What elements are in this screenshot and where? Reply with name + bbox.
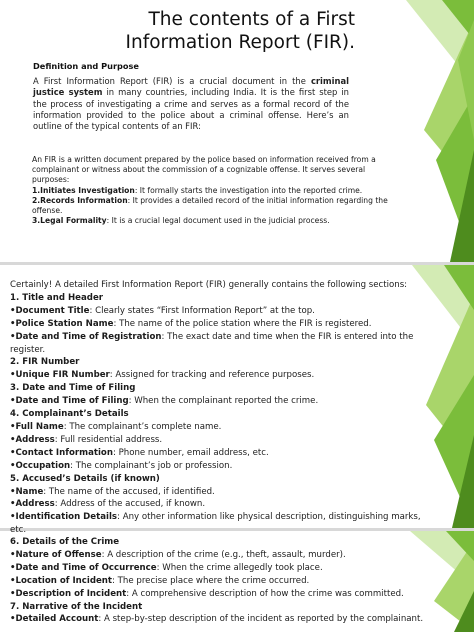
list-item — [10, 331, 430, 357]
item-label: •Identification Details — [10, 512, 118, 523]
purpose-item — [32, 186, 402, 196]
item-label: •Unique FIR Number — [10, 370, 110, 381]
item-text: : Clearly states “First Information Report” at the top. — [89, 305, 315, 316]
list-item — [10, 511, 430, 537]
item-text: : The complainant’s complete name. — [63, 421, 222, 432]
list-item — [10, 369, 430, 382]
item-label: •Police Station Name — [10, 318, 114, 329]
item-text: : Address of the accused, if known. — [54, 499, 206, 510]
purpose-text: : It provides a detailed record of the initial information regarding the offense. — [32, 195, 388, 216]
list-item — [10, 575, 430, 588]
item-text: : The exact date and time when the FIR is entered into the register. — [10, 331, 414, 355]
section-subtitle: Definition and Purpose — [33, 61, 139, 71]
purpose-text: : It formally starts the investigation into the reported crime. — [134, 185, 363, 195]
list-item — [10, 395, 430, 408]
list-item — [10, 421, 430, 434]
slide-title: The contents of a First Information Report (FIR). — [125, 9, 355, 53]
item-label: •Document Title — [10, 305, 90, 316]
item-label: •Occupation — [10, 460, 71, 471]
slide-1 — [0, 0, 474, 262]
section-heading: 1. Title and Header — [10, 292, 104, 303]
purpose-text: : It is a crucial legal document used in the judicial process. — [106, 216, 330, 226]
item-label: •Date and Time of Filing — [10, 396, 129, 407]
intro-text-end: in many countries, including India. It is the first step in the process of investigating a crime and serves as a formal record of the information provided to the police about a criminal offense. Here’s an outline of the typical contents of an FIR: — [33, 87, 349, 132]
section-heading: 6. Details of the Crime — [10, 537, 120, 547]
list-intro: Certainly! A detailed First Information Report (FIR) generally contains the following sections: — [10, 280, 408, 290]
fir-sections-list-continued — [10, 536, 430, 626]
item-label: •Detailed Account — [10, 614, 99, 625]
section-heading: 2. FIR Number — [10, 357, 80, 368]
item-text: : A step-by-step description of the incident as reported by the complainant. — [98, 614, 424, 625]
section-heading: 4. Complainant’s Details — [10, 409, 129, 420]
list-item — [10, 486, 430, 499]
item-label: •Address — [10, 434, 55, 445]
purpose-label: 1.Initiates Investigation — [32, 185, 135, 195]
item-label: •Address — [10, 499, 55, 510]
purpose-summary: An FIR is a written document prepared by the police based on information received from a complainant or witness about the commission of a cognizable offense. It serves several purposes: — [32, 155, 376, 185]
fir-sections-list — [10, 279, 430, 537]
item-label: •Date and Time of Registration — [10, 331, 162, 342]
item-label: •Full Name — [10, 421, 64, 432]
list-item — [10, 588, 430, 601]
slide-3 — [0, 531, 474, 632]
item-text: : A comprehensive description of how the crime was committed. — [126, 588, 404, 599]
list-item — [10, 447, 430, 460]
slide-2 — [0, 265, 474, 536]
intro-text-start: A First Information Report (FIR) is a crucial document in the — [33, 76, 306, 86]
purpose-block — [32, 155, 402, 226]
item-text: : The name of the police station where the FIR is registered. — [113, 318, 372, 329]
intro-bold-term: criminal justice system — [33, 76, 349, 98]
item-text: : The precise place where the crime occurred. — [112, 575, 310, 586]
list-item — [10, 613, 430, 626]
intro-paragraph — [33, 76, 349, 132]
item-label: •Name — [10, 486, 44, 497]
section-heading: 5. Accused’s Details (if known) — [10, 473, 160, 484]
purpose-label: 2.Records Information — [32, 195, 128, 205]
list-item — [10, 305, 430, 318]
item-label: •Location of Incident — [10, 575, 113, 586]
list-item — [10, 549, 430, 562]
purpose-item — [32, 216, 402, 226]
item-text: : A description of the crime (e.g., theft, assault, murder). — [101, 549, 346, 560]
list-item — [10, 318, 430, 331]
purpose-item — [32, 196, 402, 216]
item-text: : The complainant’s job or profession. — [70, 460, 233, 471]
list-item — [10, 460, 430, 473]
item-text: : Full residential address. — [54, 434, 163, 445]
item-label: •Date and Time of Occurrence — [10, 562, 157, 573]
item-text: : Any other information like physical description, distinguishing marks, etc. — [10, 512, 421, 536]
purpose-label: 3.Legal Formality — [32, 216, 107, 226]
item-text: : When the crime allegedly took place. — [156, 562, 323, 573]
section-heading: 7. Narrative of the Incident — [10, 601, 143, 612]
list-item — [10, 434, 430, 447]
item-text: : Assigned for tracking and reference purposes. — [109, 370, 315, 381]
item-text: : The name of the accused, if identified. — [43, 486, 215, 497]
section-heading: 3. Date and Time of Filing — [10, 383, 136, 394]
list-item — [10, 498, 430, 511]
list-item — [10, 562, 430, 575]
item-label: •Contact Information — [10, 447, 113, 458]
item-label: •Description of Incident — [10, 588, 127, 599]
item-text: : Phone number, email address, etc. — [112, 447, 269, 458]
item-text: : When the complainant reported the crime. — [128, 396, 319, 407]
item-label: •Nature of Offense — [10, 549, 102, 560]
